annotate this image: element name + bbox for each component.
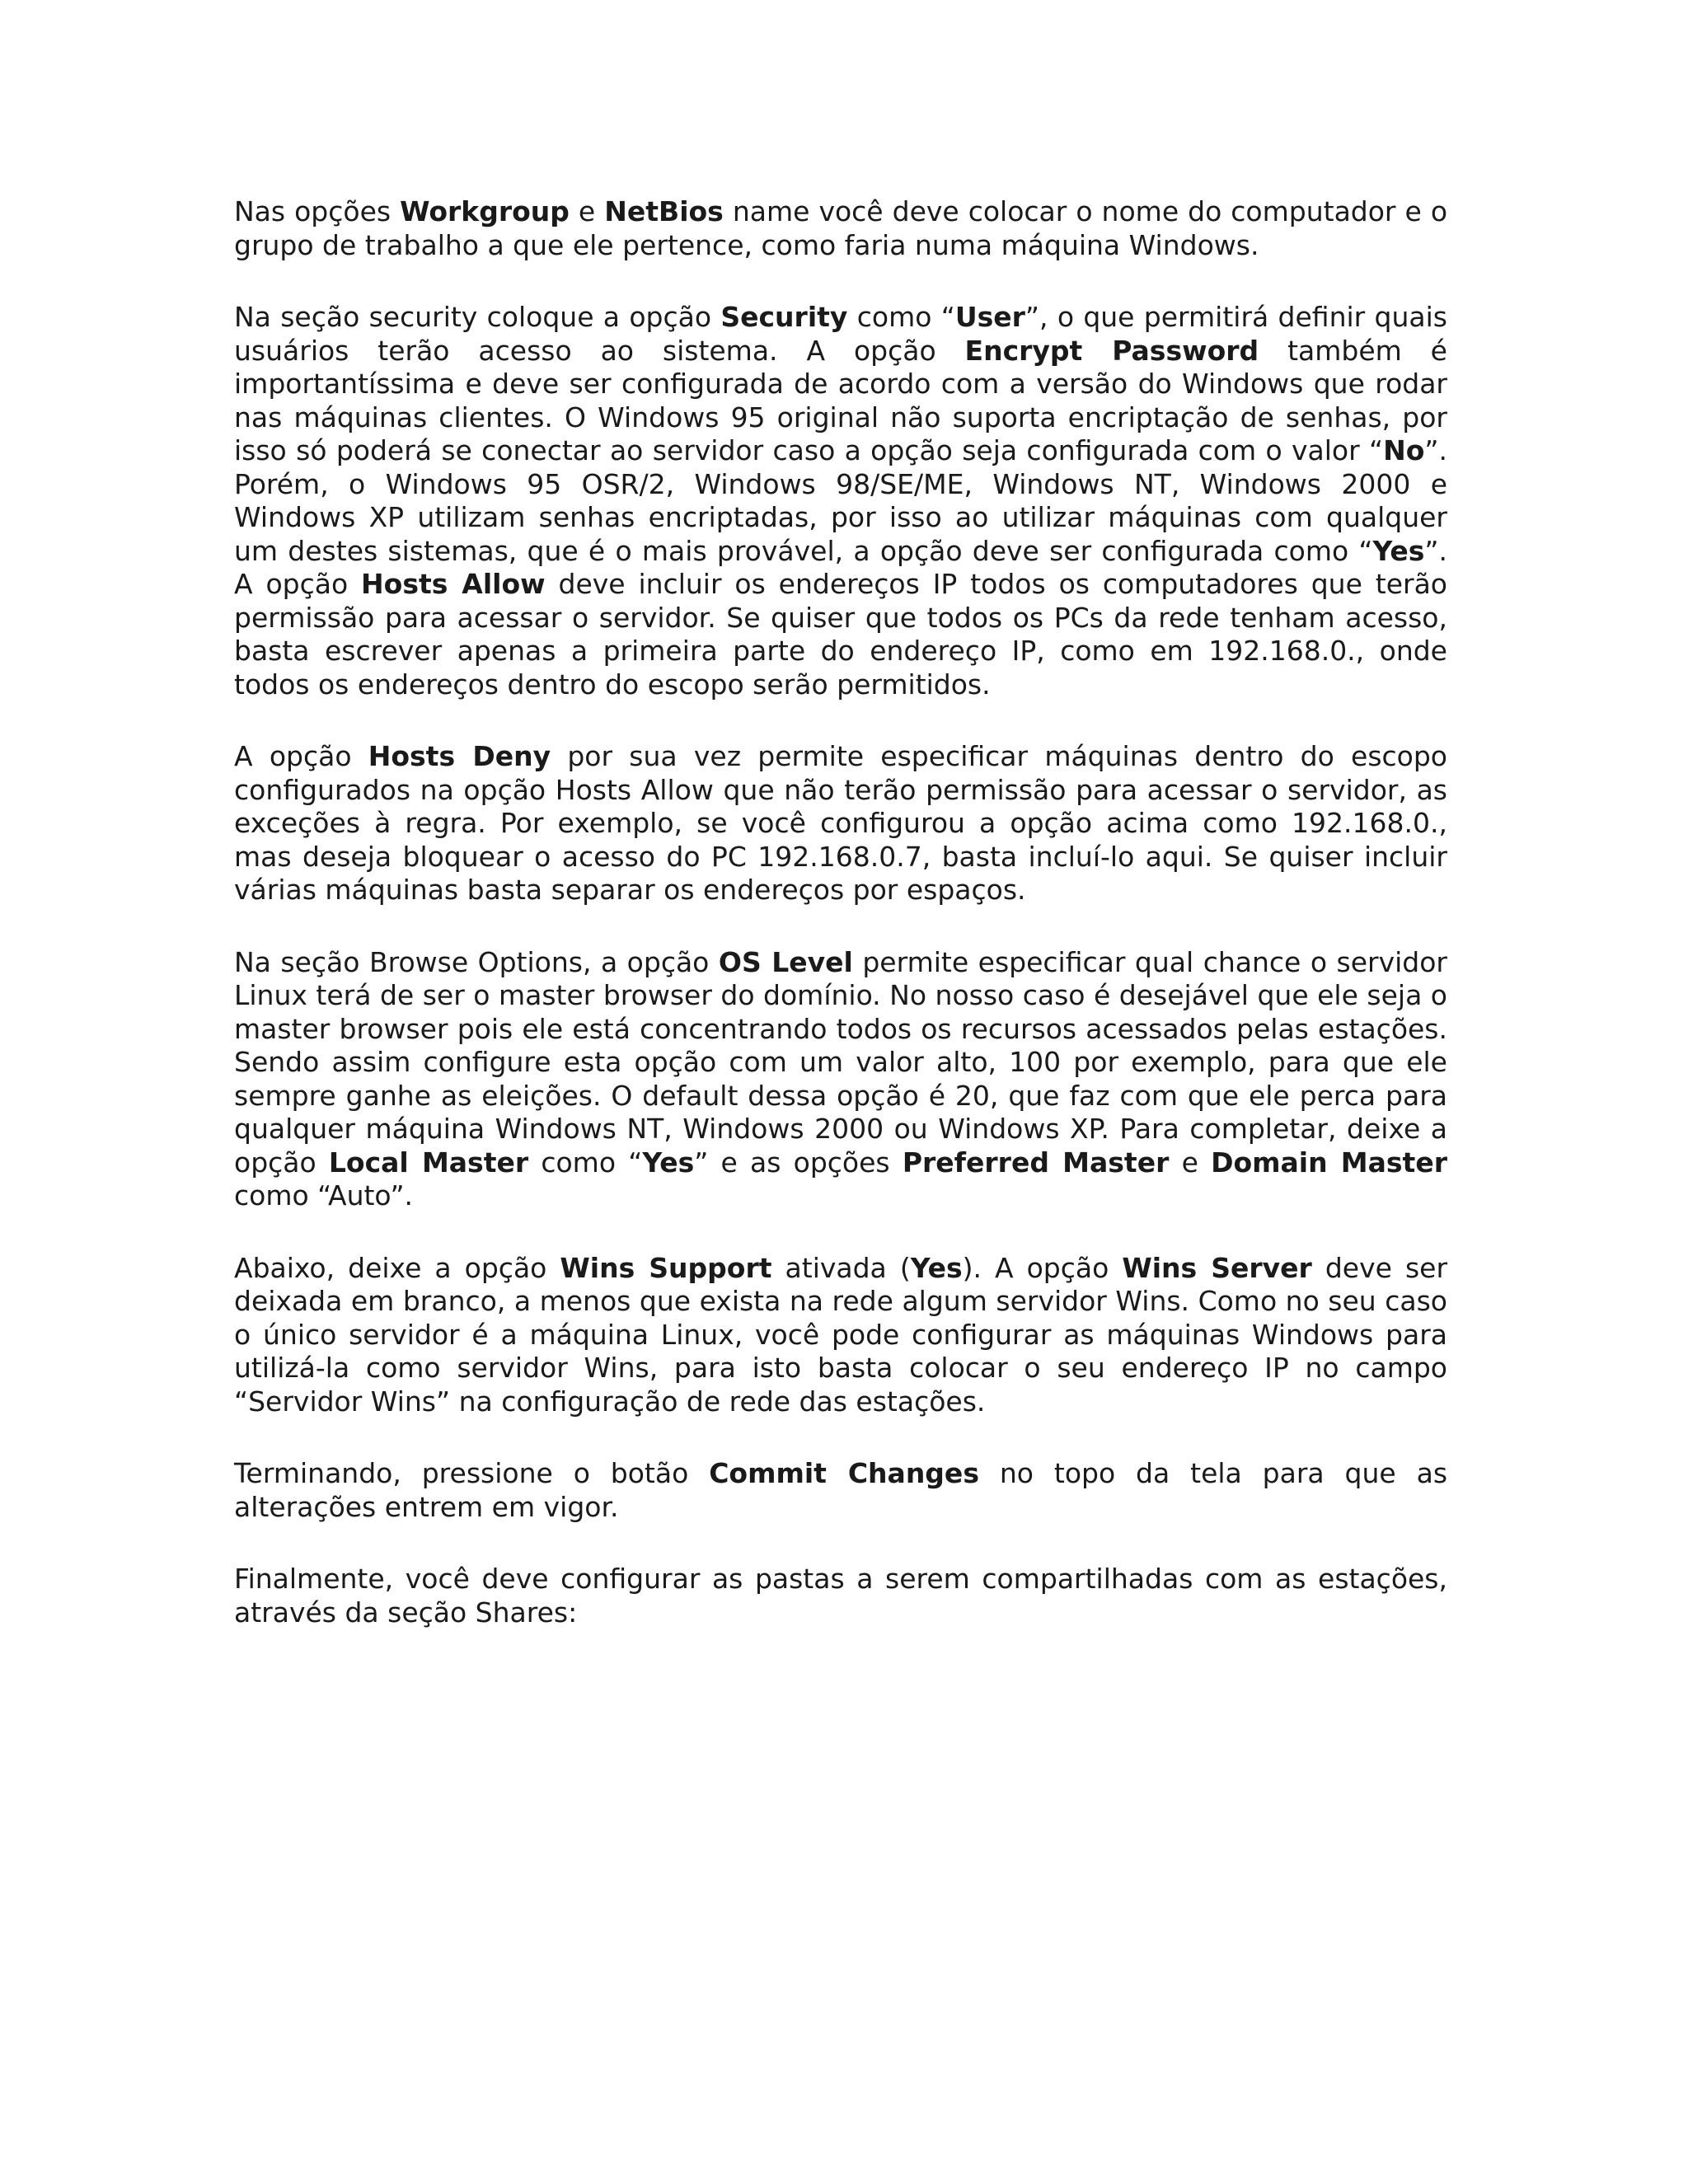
paragraph (234, 195, 1447, 262)
text-run: ”. Porém, o Windows 95 OSR/2, Windows 98/SE/ME, Windows NT, Windows 2000 e Windows XP utilizam senhas encriptadas, por isso ao utilizar máquinas com qualquer um destes sistemas, que é o mais provável, a opção deve ser configurada como “ (234, 434, 1447, 567)
text-run: por sua vez permite especificar máquinas dentro do escopo configurados na opção Hosts Allow que não terão permissão para acessar o servidor, as exceções à regra. Por exemplo, se você configurou a opção acima como 192.168.0., mas deseja bloquear o acesso do PC 192.168.0.7, basta incluí-lo aqui. Se quiser incluir várias máquinas basta separar os endereços por espaços. (234, 740, 1447, 906)
paragraph (234, 1563, 1447, 1629)
bold-text-run: Wins Server (1122, 1251, 1312, 1284)
text-run: Terminando, pressione o botão (234, 1457, 710, 1489)
text-run: no topo da tela para que as alterações entrem em vigor. (234, 1457, 1448, 1523)
text-run: A opção (234, 740, 368, 772)
paragraph (234, 301, 1447, 701)
bold-text-run: Workgroup (400, 195, 570, 227)
bold-text-run: Yes (642, 1146, 695, 1179)
text-run: Finalmente, você deve configurar as pastas a serem compartilhadas com as estações, através da seção Shares: (234, 1563, 1447, 1629)
paragraph (234, 1457, 1447, 1524)
bold-text-run: Wins Support (560, 1251, 772, 1284)
text-run: Nas opções (234, 195, 401, 227)
text-run: permite especificar qual chance o servidor Linux terá de ser o master browser do domínio. No nosso caso é desejável que ele seja o master browser pois ele está concentrando todos os recursos acessados pelas estações. Sendo assim configure esta opção com um valor alto, 100 por exemplo, para que ele sempre ganhe as eleições. O default dessa opção é 20, que faz com que ele perca para qualquer máquina Windows NT, Windows 2000 ou Windows XP. Para completar, deixe a opção (234, 945, 1447, 1179)
text-run: como “ (528, 1146, 643, 1179)
document-body (234, 195, 1447, 1668)
paragraph (234, 1252, 1447, 1419)
text-run: ”. A opção (234, 534, 1447, 600)
text-run: deve ser deixada em branco, a menos que exista na rede algum servidor Wins. Como no seu caso o único servidor é a máquina Linux, você pode configurar as máquinas Windows para utilizá-la como servidor Wins, para isto basta colocar o seu endereço IP no campo “Servidor Wins” na configuração de rede das estações. (234, 1251, 1448, 1418)
text-run: como “Auto”. (234, 1179, 414, 1212)
bold-text-run: Hosts Deny (368, 740, 551, 772)
bold-text-run: Yes (1372, 534, 1425, 567)
bold-text-run: Yes (910, 1251, 963, 1284)
bold-text-run: No (1383, 434, 1425, 466)
text-run: e (1169, 1146, 1212, 1179)
bold-text-run: NetBios (604, 195, 724, 227)
bold-text-run: User (954, 301, 1025, 333)
bold-text-run: Encrypt Password (964, 334, 1259, 367)
bold-text-run: Domain Master (1211, 1146, 1447, 1179)
paragraph (234, 946, 1447, 1213)
text-run: name você deve colocar o nome do computador e o grupo de trabalho a que ele pertence, como faria numa máquina Windows. (234, 195, 1448, 261)
text-run: ). A opção (962, 1251, 1123, 1284)
text-run: deve incluir os endereços IP todos os computadores que terão permissão para acessar o servidor. Se quiser que todos os PCs da rede tenham acesso, basta escrever apenas a primeira parte do endereço IP, como em 192.168.0., onde todos os endereços dentro do escopo serão permitidos. (234, 568, 1447, 701)
text-run: Na seção security coloque a opção (234, 301, 721, 333)
text-run: como “ (847, 301, 955, 333)
text-run: ”, o que permitirá definir quais usuários terão acesso ao sistema. A opção (234, 301, 1447, 367)
text-run: também é importantíssima e deve ser configurada de acordo com a versão do Windows que rodar nas máquinas clientes. O Windows 95 original não suporta encriptação de senhas, por isso só poderá se conectar ao servidor caso a opção seja configurada com o valor “ (234, 334, 1447, 466)
bold-text-run: Local Master (328, 1146, 529, 1179)
text-run: ativada ( (771, 1251, 911, 1284)
text-run: Abaixo, deixe a opção (234, 1251, 560, 1284)
bold-text-run: Security (720, 301, 848, 333)
bold-text-run: Hosts Allow (361, 568, 546, 600)
paragraph (234, 740, 1447, 907)
text-run: Na seção Browse Options, a opção (234, 945, 719, 978)
bold-text-run: OS Level (718, 945, 853, 978)
bold-text-run: Commit Changes (709, 1457, 979, 1489)
bold-text-run: Preferred Master (902, 1146, 1170, 1179)
text-run: e (569, 195, 605, 227)
text-run: ” e as opções (694, 1146, 903, 1179)
